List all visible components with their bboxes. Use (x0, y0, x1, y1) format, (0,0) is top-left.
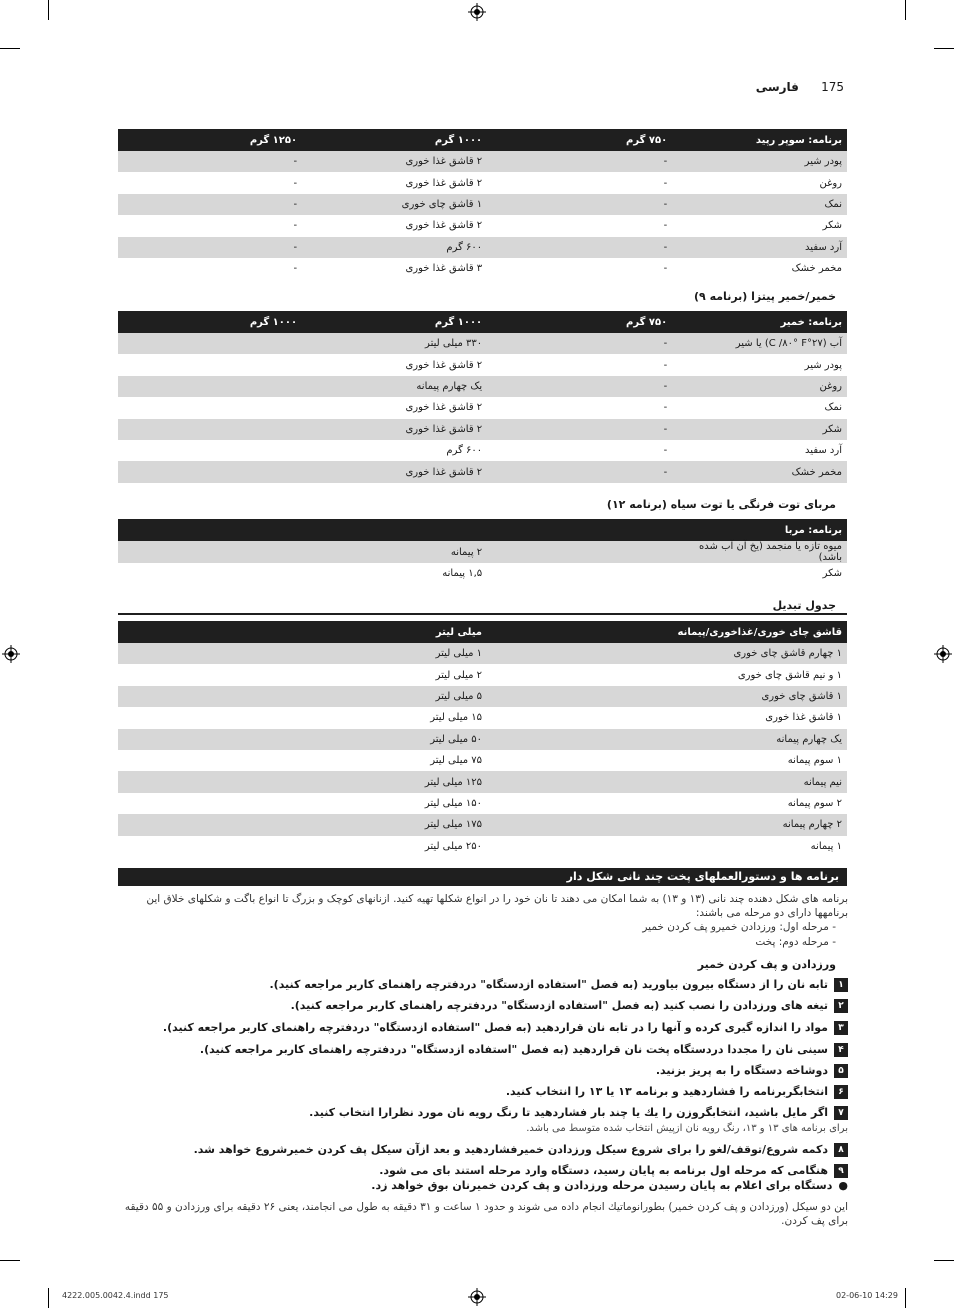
table-cell: ۱۵۰ میلی لیتر (118, 793, 487, 814)
table-header-cell: ۷۵۰ گرم (487, 129, 672, 151)
step-number: ۹ (834, 1164, 848, 1178)
table-header-cell: میلی لیتر (118, 621, 487, 643)
table-cell: شکر (672, 563, 847, 584)
section-title-dough: خمیر/خمیر پیتزا (برنامه ۹) (694, 290, 836, 303)
step-item (118, 1085, 848, 1099)
table-cell (118, 440, 302, 461)
crop-mark (905, 1288, 906, 1308)
table-cell: ۱۵ میلی لیتر (118, 707, 487, 728)
recipe-table-super-rapid (118, 129, 847, 279)
table-header-cell: ۱۰۰۰ گرم (302, 311, 487, 333)
crop-mark (48, 0, 49, 20)
table-cell: - (487, 194, 672, 215)
table-cell: پودر شیر (672, 354, 847, 375)
table-cell: ۵ میلی لیتر (118, 686, 487, 707)
table-header-cell: ۱۰۰۰ گرم (302, 129, 487, 151)
step-text: اگر مایل باشید، انتخابگروزن را یك یا چند بار فشاردهید تا رنگ رویه نان مورد نظرارا انتخاب کنید. (309, 1106, 828, 1119)
table-cell (487, 541, 672, 563)
recipe-table-dough (118, 311, 847, 483)
table-cell: ۱ قاشق غذا خوری (487, 707, 847, 728)
table-header-row (118, 311, 847, 333)
table-row (118, 172, 847, 193)
table-row (118, 793, 847, 814)
table-cell: - (487, 151, 672, 172)
table-cell: ۱ و نیم قاشق چای خوری (487, 664, 847, 685)
step-text: تابه نان را از دستگاه بیرون بیاورید (به فصل "استفاده ازدستگاه" دردفترچه راهنمای کاربر مراجعه کنید). (269, 978, 828, 991)
table-cell: ۲ قاشق غذا خوری (302, 461, 487, 482)
table-cell: شکر (672, 419, 847, 440)
step-note: برای برنامه های ۱۳ و ۱۳، رنگ رویه نان ازپیش انتخاب شده متوسط می باشد. (526, 1123, 848, 1134)
table-cell (118, 333, 302, 354)
table-cell: یک چهارم پیمانه (487, 729, 847, 750)
table-cell: آرد سفید (672, 440, 847, 461)
table-cell: ۲ قاشق غذا خوری (302, 354, 487, 375)
crop-mark (934, 1260, 954, 1261)
intro-paragraph: برنامه های شکل دهنده چند نانی (۱۳ و ۱۳) به شما امکان می دهند تا نان خود را در انواع شکلها تهیه کنید. ازنانهای کوچک و بزرگ تا انواع باگت و شکلهای خلاق این برنامهها دارای دو مرحله می باشند: (146, 893, 848, 919)
table-header-cell: برنامه: خمیر (672, 311, 847, 333)
bullet-item: - مرحله اول: ورزدادن خمیرو پف کردن خمیر (642, 921, 836, 933)
step-text: دوشاخه دستگاه را به پریز بزنید. (655, 1064, 828, 1077)
page-number: 175 (821, 80, 844, 94)
bullet-item: - مرحله دوم: پخت (755, 936, 836, 948)
table-row (118, 836, 847, 857)
step-item (118, 1143, 848, 1157)
table-header-cell: ۷۵۰ گرم (487, 311, 672, 333)
step-item (118, 1164, 848, 1178)
table-cell: آرد سفید (672, 237, 847, 258)
table-header-row (118, 519, 847, 541)
step-item (118, 1021, 848, 1035)
language-label: فارسی (755, 80, 799, 94)
table-row (118, 215, 847, 236)
table-row (118, 194, 847, 215)
table-cell: - (118, 215, 302, 236)
table-cell: یک چهارم پیمانه (302, 376, 487, 397)
table-cell (118, 397, 302, 418)
recipe-table-jam (118, 519, 847, 584)
table-cell: ۶۰۰ گرم (302, 237, 487, 258)
step-note-bullet (118, 1179, 848, 1193)
step-note-text: دستگاه برای اعلام به پایان رسیدن مرحله ورزدادن و پف کردن خمیرنان بوق خواهد زد. (371, 1179, 833, 1192)
table-cell: ۲ چهارم پیمانه (487, 814, 847, 835)
table-row (118, 151, 847, 172)
table-cell: - (487, 333, 672, 354)
table-cell: ۱ چهارم قاشق چای خوری (487, 643, 847, 664)
table-cell: ۱ پیمانه (487, 836, 847, 857)
section-title-conversion: جدول تبدیل (772, 599, 836, 612)
footer-date: 02-06-10 14:29 (836, 1291, 898, 1300)
step-number: ۴ (834, 1043, 848, 1057)
section-divider (118, 613, 847, 615)
step-item (118, 1043, 848, 1057)
table-header-cell: ۱۲۵۰ گرم (118, 129, 302, 151)
table-cell: روغن (672, 376, 847, 397)
table-cell: نیم پیمانه (487, 771, 847, 792)
table-cell (118, 461, 302, 482)
table-cell: ۷۵ میلی لیتر (118, 750, 487, 771)
bullet-text: مرحله دوم: پخت (755, 936, 829, 948)
table-cell: ۱۲۵ میلی لیتر (118, 771, 487, 792)
table-cell (118, 354, 302, 375)
table-row (118, 729, 847, 750)
crop-mark (0, 48, 20, 49)
closing-paragraph: این دو سیکل (ورزدادن و پف کردن خمیر) بطورانوماتیك انجام داده می شوند و حدود ۱ ساعت و ۳۱ دقیقه به طول می انجامند، یعنی ۲۶ دقیقه برای ورزدادن و ۵۵ دقیقه برای پف کردن. (124, 1201, 848, 1227)
table-cell: ۲ قاشق غذا خوری (302, 419, 487, 440)
registration-mark-icon (468, 1288, 486, 1306)
table-header-cell (302, 519, 487, 541)
subtitle-kneading: ورزدادن و پف کردن خمیر (697, 958, 836, 971)
table-row (118, 237, 847, 258)
table-cell: ۶۰۰ گرم (302, 440, 487, 461)
table-row (118, 397, 847, 418)
table-header-cell: برنامه: سوپر رپید (672, 129, 847, 151)
table-cell: ۱,۵ پیمانه (302, 563, 487, 584)
section-title-jam: مربای توت فرنگی یا توت سیاه (برنامه ۱۲) (606, 498, 836, 511)
step-text: مواد را اندازه گیری کرده و آنها را در تابه نان قراردهید (به فصل "استفاده ازدستگاه" دردفترچه راهنمای کاربر مراجعه کنید). (162, 1021, 828, 1034)
table-cell: ۲ میلی لیتر (118, 664, 487, 685)
table-cell: ۲ قاشق غذا خوری (302, 151, 487, 172)
table-row (118, 440, 847, 461)
table-header-cell (118, 519, 302, 541)
table-row (118, 541, 847, 563)
table-cell: - (118, 194, 302, 215)
step-item (118, 1106, 848, 1120)
table-row (118, 461, 847, 482)
table-cell: نمک (672, 397, 847, 418)
step-text: انتخابگربرنامه را فشاردهید و برنامه ۱۳ یا ۱۳ را انتخاب کنید. (505, 1085, 828, 1098)
table-row (118, 750, 847, 771)
table-row (118, 686, 847, 707)
step-text: هنگامی که مرحله اول برنامه به پایان رسید، دستگاه وارد مرحله استند بای می شود. (379, 1164, 828, 1177)
table-cell: ۲ پیمانه (302, 541, 487, 563)
table-row (118, 643, 847, 664)
table-cell: نمک (672, 194, 847, 215)
step-number: ۸ (834, 1143, 848, 1157)
table-row (118, 664, 847, 685)
table-cell: - (487, 397, 672, 418)
table-row (118, 771, 847, 792)
table-header-row (118, 621, 847, 643)
table-row (118, 563, 847, 584)
table-cell: - (487, 215, 672, 236)
step-text: تیغه های ورزدادن را نصب کنید (به فصل "استفاده ازدستگاه" دردفترچه راهنمای کاربر مراجعه کنید). (290, 999, 828, 1012)
page-header (444, 80, 844, 94)
table-cell: مخمر خشک (672, 461, 847, 482)
table-cell: ۲ سوم پیمانه (487, 793, 847, 814)
registration-mark-icon (468, 3, 486, 21)
table-cell (118, 541, 302, 563)
step-item (118, 978, 848, 992)
table-cell: - (118, 258, 302, 279)
table-header-cell: برنامه: مربا (672, 519, 847, 541)
table-cell: - (118, 172, 302, 193)
step-number: ۱ (834, 978, 848, 992)
table-cell: - (487, 440, 672, 461)
section-title-bar-shaping: برنامه ها و دستورالعملهای پخت چند نانی شکل دار (118, 868, 847, 886)
table-cell: - (487, 172, 672, 193)
table-cell (118, 563, 302, 584)
step-number: ۷ (834, 1106, 848, 1120)
step-number: ۲ (834, 999, 848, 1013)
table-cell: - (487, 419, 672, 440)
step-item (118, 999, 848, 1013)
table-cell: - (487, 376, 672, 397)
table-cell: ۲۵۰ میلی لیتر (118, 836, 487, 857)
table-cell: میوه تازه یا منجمد (یخ آن آب شده باشد) (672, 541, 847, 563)
table-row (118, 258, 847, 279)
table-cell: ۱ سوم پیمانه (487, 750, 847, 771)
table-cell: ۱ قاشق چای خوری (302, 194, 487, 215)
table-row (118, 814, 847, 835)
table-cell: ۳ قاشق غذا خوری (302, 258, 487, 279)
table-cell: ۱۷۵ میلی لیتر (118, 814, 487, 835)
table-cell: - (487, 354, 672, 375)
table-cell: - (487, 461, 672, 482)
table-header-cell (487, 519, 672, 541)
table-header-cell: قاشق چای خوری/غذاخوری/پیمانه (487, 621, 847, 643)
table-cell: آب (۲۷°C /۸۰° F) یا شیر (672, 333, 847, 354)
crop-mark (48, 1288, 49, 1308)
table-cell: - (118, 237, 302, 258)
table-cell: - (487, 237, 672, 258)
step-text: دکمه شروع/توقف/لغو را برای شروع سیکل ورزدادن خمیرفشاردهید و بعد ازآن سیکل پف کردن خمیرشروع خواهد شد. (193, 1143, 828, 1156)
table-cell: ۵۰ میلی لیتر (118, 729, 487, 750)
step-text: سینی نان را مجددا دردستگاه پخت نان قراردهید (به فصل "استفاده ازدستگاه" دردفترچه راهنمای کاربر مراجعه کنید). (199, 1043, 828, 1056)
step-number: ۶ (834, 1085, 848, 1099)
step-number: ۵ (834, 1064, 848, 1078)
step-number: ۳ (834, 1021, 848, 1035)
crop-mark (0, 1260, 20, 1261)
table-cell (118, 419, 302, 440)
table-cell (118, 376, 302, 397)
table-cell: شکر (672, 215, 847, 236)
table-row (118, 333, 847, 354)
crop-mark (905, 0, 906, 20)
table-header-row (118, 129, 847, 151)
table-cell: - (487, 258, 672, 279)
table-cell: ۱ میلی لیتر (118, 643, 487, 664)
crop-mark (934, 48, 954, 49)
step-item (118, 1064, 848, 1078)
table-cell: ۲ قاشق غذا خوری (302, 172, 487, 193)
footer-file-info: 4222.005.0042.4.indd 175 (62, 1291, 169, 1300)
conversion-table (118, 621, 847, 857)
table-row (118, 707, 847, 728)
table-header-cell: ۱۰۰۰ گرم (118, 311, 302, 333)
table-cell: پودر شیر (672, 151, 847, 172)
table-cell: ۳۳۰ میلی لیتر (302, 333, 487, 354)
bullet-text: مرحله اول: ورزدادن خمیرو پف کردن خمیر (642, 921, 829, 933)
table-row (118, 419, 847, 440)
table-cell: - (118, 151, 302, 172)
table-cell: مخمر خشک (672, 258, 847, 279)
table-row (118, 354, 847, 375)
table-cell: ۲ قاشق غذا خوری (302, 215, 487, 236)
table-cell: روغن (672, 172, 847, 193)
table-cell: ۱ قاشق چای خوری (487, 686, 847, 707)
table-cell: ۲ قاشق غذا خوری (302, 397, 487, 418)
bullet-dot-icon: ● (838, 1179, 848, 1192)
registration-mark-icon (2, 645, 20, 663)
table-row (118, 376, 847, 397)
table-cell (487, 563, 672, 584)
registration-mark-icon (934, 645, 952, 663)
